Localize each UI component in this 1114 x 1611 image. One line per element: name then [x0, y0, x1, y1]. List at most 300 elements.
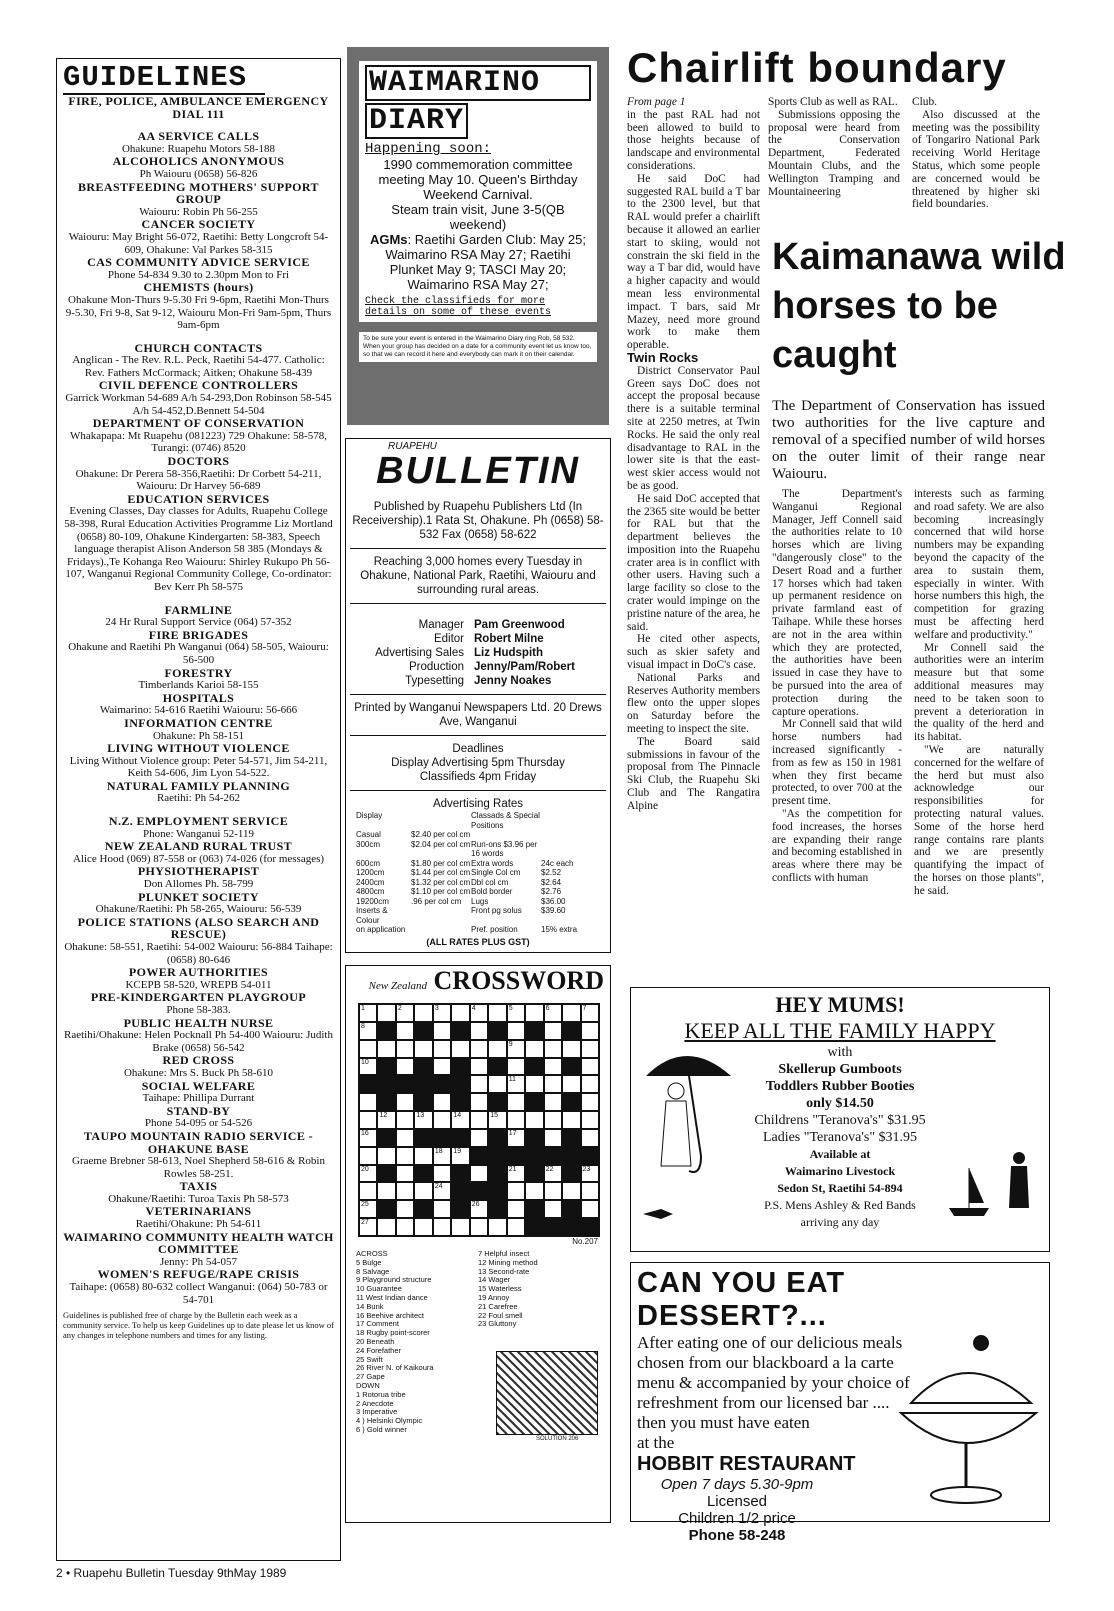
guideline-text: Taihape: Phillipa Durrant: [142, 1092, 255, 1105]
clue: 15 Waterless: [478, 1284, 522, 1294]
dessert-name: HOBBIT RESTAURANT: [637, 1453, 856, 1475]
bulletin-ruapehu: RUAPEHU: [388, 441, 437, 452]
guideline-heading: TAXIS: [179, 1179, 218, 1194]
grid-cell: [544, 1200, 562, 1218]
grid-cell: [359, 1182, 377, 1200]
rate-cell: Dbl col cm: [471, 877, 509, 887]
grid-cell: [451, 1111, 469, 1129]
chairlift-headline: Chairlift boundary: [627, 44, 1007, 91]
bulletin-info-box: [345, 438, 611, 953]
chairlift-paragraph: Club.: [912, 96, 938, 108]
grid-block: [488, 1182, 506, 1200]
rate-cell: [541, 811, 600, 830]
grid-block: [451, 1058, 469, 1076]
mums-l13: arriving any day: [800, 1215, 880, 1229]
grid-block: [451, 1093, 469, 1111]
grid-block: [414, 1129, 432, 1147]
chairlift-col3: [912, 96, 1040, 211]
diary-agms-text: : Raetihi Garden Club: May 25; Waimarino RSA May 27; Raetihi Plunket May 9; TASCI May 20; Waimarino RSA May 27;: [385, 232, 587, 292]
grid-cell: [488, 1004, 506, 1022]
grid-cell: [525, 1111, 543, 1129]
clue: 12 Mining method: [478, 1257, 538, 1267]
divider: [350, 735, 606, 736]
guideline-text: Ohakune Mon-Thurs 9-5.30 Fri 9-6pm, Raetihi Mon-Thurs 9-5.30, Fri 9-8, Sat 9-12, Waiouru Mon-Fri 9am-5pm, Thurs 9am-6pm: [65, 293, 332, 332]
grid-number: 23: [582, 1165, 591, 1173]
dessert-title: CAN YOU EAT DESSERT?...: [637, 1267, 846, 1332]
chairlift-paragraph: Also discussed at the meeting was the possibility of Tongariro National Park receiving World Heritage Status, which some people are concerned would be threatened by higher ski field boundaries.: [912, 108, 1040, 211]
grid-block: [562, 1200, 580, 1218]
deadline-classifieds: Classifieds 4pm Friday: [419, 771, 537, 783]
rate-cell: $1.32 per col cm: [411, 877, 471, 887]
guideline-text: Raetihi/Ohakune: Ph 54-611: [135, 1218, 262, 1231]
mums-l10: Waimarino Livestock: [784, 1164, 896, 1178]
guideline-heading: NATURAL FAMILY PLANNING: [106, 778, 291, 793]
dessert-line: then you must have eaten: [637, 1413, 810, 1432]
staff-name: Jenny/Pam/Robert: [474, 661, 575, 673]
grid-block: [507, 1147, 525, 1165]
grid-cell: [451, 1004, 469, 1022]
mums-l9: Available at: [809, 1147, 871, 1161]
grid-block: [562, 1093, 580, 1111]
grid-cell: [562, 1004, 580, 1022]
diary-agms: [365, 232, 591, 292]
grid-number: 12: [379, 1112, 388, 1120]
guideline-text: Waiouru: May Bright 56-072, Raetihi: Betty Longcroft 54-609, Ohakune: Val Parkes 58-315: [68, 230, 329, 256]
rate-cell: $2.52: [541, 868, 562, 877]
grid-cell: [414, 1182, 432, 1200]
divider: [350, 790, 606, 791]
grid-cell: [396, 1022, 414, 1040]
staff-role: Typesetting: [405, 675, 464, 687]
guideline-text: Alice Hood (069) 87-558 or (063) 74-026 (for messages): [72, 852, 325, 865]
diary-items: 1990 commemoration committee meeting May 10. Queen's Birthday Weekend Carnival.: [378, 157, 578, 202]
down-title: DOWN: [356, 1380, 380, 1390]
guideline-text: Ohakune: Ph 58-151: [152, 729, 245, 742]
guidelines-footnote: Guidelines is published free of charge by the Bulletin each week as a community service. To help us keep Guidelines up to date please let us know of any changes in telephone numbers and times for any listing.: [63, 1310, 334, 1341]
grid-number: 26: [471, 1201, 480, 1209]
grid-block: [525, 1129, 543, 1147]
rate-cell: Extra words: [471, 858, 514, 868]
grid-number: 16: [361, 1129, 369, 1137]
guideline-text: Waiouru: Robin Ph 56-255: [139, 205, 258, 218]
guideline-heading: CAS COMMUNITY ADVICE SERVICE: [87, 255, 310, 270]
grid-number: 8: [361, 1022, 365, 1030]
rate-cell: $39.60: [541, 906, 566, 915]
grid-cell: [470, 1218, 488, 1236]
grid-cell: [359, 1218, 377, 1236]
grid-cell: [470, 1004, 488, 1022]
diary-check: Check the classifieds for more details on some of these events: [365, 296, 552, 318]
grid-block: [525, 1165, 543, 1183]
grid-cell: [562, 1075, 580, 1093]
down-clue: 3 Imperative: [356, 1407, 398, 1417]
grid-cell: [433, 1147, 451, 1165]
staff-role: Editor: [433, 633, 464, 645]
across-clue: 10 Guarantee: [356, 1284, 402, 1294]
grid-block: [377, 1058, 395, 1076]
guideline-heading: WOMEN'S REFUGE/RAPE CRISIS: [97, 1267, 300, 1282]
grid-cell: [377, 1182, 395, 1200]
umbrella-lady-illustration: [641, 1036, 736, 1196]
diary-title-line2: DIARY: [365, 103, 468, 139]
rate-cell: [541, 840, 600, 859]
rates-title: Advertising Rates: [432, 798, 524, 810]
grid-number: 9: [508, 1040, 513, 1048]
grid-cell: [488, 1111, 506, 1129]
guidelines-list: [63, 95, 334, 1306]
grid-cell: [507, 1093, 525, 1111]
chairlift-paragraph: He cited other aspects, such as skier safety and visual impact in DoC's case.: [627, 633, 760, 672]
grid-number: 25: [361, 1201, 369, 1209]
grid-number: 19: [453, 1147, 462, 1155]
rate-cell: [411, 925, 471, 935]
grid-cell: [433, 1040, 451, 1058]
grid-block: [562, 1147, 580, 1165]
guideline-text: Timberlands Karioi 58-155: [138, 679, 259, 692]
rate-cell: 19200cm: [356, 896, 389, 906]
mums-l11: Sedon St, Raetihi 54-894: [777, 1181, 903, 1195]
grid-block: [377, 1200, 395, 1218]
grid-cell: [562, 1182, 580, 1200]
dessert-line: menu & accompanied by your choice of: [637, 1373, 910, 1392]
grid-cell: [377, 1218, 395, 1236]
bulletin-reach: Reaching 3,000 homes every Tuesday in Ohakune, National Park, Raetihi, Waiouru and surrounding rural areas.: [360, 556, 596, 596]
guideline-heading: SOCIAL WELFARE: [141, 1078, 256, 1093]
grid-block: [377, 1093, 395, 1111]
dessert-children: Children 1/2 price: [678, 1510, 796, 1527]
grid-number: 11: [508, 1076, 516, 1084]
mums-l4: Skellerup Gumboots: [778, 1062, 902, 1077]
kaimanawa-paragraph: "We are naturally concerned for the welfare of the herd but must also acknowledge our responsibilities for protecting natural values. Some of the horse herd range contains rare plants and we are presently quantifying the impact of the horses on those plants", he said.: [914, 743, 1044, 897]
page-footer: 2 • Ruapehu Bulletin Tuesday 9thMay 1989: [56, 1566, 287, 1580]
grid-number: 7: [582, 1005, 587, 1012]
grid-cell: [433, 1004, 451, 1022]
grid-cell: [433, 1165, 451, 1183]
rate-cell: [411, 811, 471, 830]
dessert-line: After eating one of our delicious meals: [637, 1333, 903, 1352]
guideline-text: Graeme Brebner 58-613, Noel Shepherd 58-616 & Robin Rowles 58-251.: [72, 1155, 325, 1180]
down-list: [356, 1391, 478, 1435]
rate-cell: Lugs: [471, 896, 489, 906]
grid-block: [470, 1182, 488, 1200]
rate-cell: Display: [356, 811, 383, 820]
guideline-text: Ohakune: Mrs S. Buck Ph 58-610: [123, 1066, 274, 1079]
rate-cell: 15% extra: [541, 925, 578, 934]
guideline-text: Phone 54-095 or 54-526: [144, 1117, 253, 1130]
grid-cell: [525, 1075, 543, 1093]
guideline-heading: FIRE BRIGADES: [148, 627, 249, 642]
mums-l12: P.S. Mens Ashley & Red Bands: [764, 1198, 916, 1212]
deadline-display: Display Advertising 5pm Thursday: [391, 757, 565, 769]
guideline-heading: ALCOHOLICS ANONYMOUS: [112, 154, 285, 169]
rate-cell: Casual: [356, 830, 381, 839]
across-clue: 16 Beehive architect: [356, 1310, 424, 1320]
staff-name: Pam Greenwood: [474, 619, 565, 631]
grid-cell: [396, 1040, 414, 1058]
rate-cell: 2400cm: [356, 877, 385, 887]
grid-cell: [507, 1218, 525, 1236]
across-clue: 14 Bunk: [356, 1301, 384, 1311]
rate-cell: $1.80 per col cm: [411, 858, 471, 868]
grid-cell: [433, 1182, 451, 1200]
guideline-text: Living Without Violence group: Peter 54-571, Jim 54-211, Keith 54-606, Jim Lyon 54-522.: [69, 754, 328, 780]
grid-cell: [470, 1075, 488, 1093]
deadlines-title: Deadlines: [452, 743, 504, 755]
grid-number: 20: [361, 1165, 369, 1173]
guideline-heading: HOSPITALS: [162, 690, 235, 705]
guideline-heading: PRE-KINDERGARTEN PLAYGROUP: [90, 990, 307, 1005]
grid-cell: [544, 1129, 562, 1147]
grid-cell: [359, 1200, 377, 1218]
across-clue: 11 West Indian dance: [356, 1292, 428, 1302]
grid-block: [562, 1218, 580, 1236]
dessert-line: refreshment from our licensed bar ....: [637, 1393, 890, 1412]
diary-agms-label: AGMs: [369, 232, 408, 247]
grid-cell: [562, 1111, 580, 1129]
guideline-heading: STAND-BY: [166, 1103, 231, 1118]
crossword-banner: New Zealand: [368, 980, 428, 992]
crossword-grid: [358, 1003, 600, 1237]
kaimanawa-paragraph: "As the competition for food increases, the horses are expanding their range and becoming established in areas where there may be conflicts with human: [772, 807, 902, 884]
grid-cell: [562, 1040, 580, 1058]
dessert-phone: Phone 58-248: [688, 1527, 786, 1544]
rate-cell: 24c each: [541, 858, 574, 868]
chairlift-paragraph: The Board said submissions in favour of the proposal from The Pinnacle Ski Club, the Ruapehu Ski Club and The Rangatira Alpine: [627, 735, 760, 812]
across-clue: 18 Rugby point-scorer: [356, 1328, 430, 1338]
grid-cell: [377, 1111, 395, 1129]
grid-cell: [377, 1004, 395, 1022]
grid-cell: [581, 1129, 599, 1147]
staff-role: Advertising Sales: [375, 647, 464, 659]
grid-cell: [581, 1200, 599, 1218]
kaimanawa-paragraph: Mr Connell said that wild horse numbers had increased significantly - from as few as 150 in 1981 when they first became protected, to over 700 at the present time.: [772, 718, 902, 808]
grid-block: [488, 1022, 506, 1040]
guideline-heading: N.Z. EMPLOYMENT SERVICE: [108, 814, 289, 829]
clue: 19 Annoy: [478, 1292, 510, 1302]
mums-l6: only $14.50: [806, 1096, 874, 1111]
diary-steam: Steam train visit, June 3-5(QB weekend): [391, 202, 565, 232]
grid-number: 24: [434, 1183, 443, 1191]
grid-block: [488, 1058, 506, 1076]
grid-block: [377, 1165, 395, 1183]
grid-block: [451, 1200, 469, 1218]
down-clue: 1 Rotorua tribe: [356, 1389, 406, 1399]
grid-cell: [359, 1004, 377, 1022]
grid-cell: [396, 1147, 414, 1165]
sundae-illustration: [891, 1323, 1041, 1513]
grid-cell: [544, 1075, 562, 1093]
mums-l7: Childrens "Teranova's" $31.95: [754, 1113, 926, 1128]
grid-cell: [544, 1182, 562, 1200]
guideline-heading: PLUNKET SOCIETY: [138, 889, 259, 904]
grid-cell: [507, 1040, 525, 1058]
dessert-ad: [630, 1262, 1050, 1544]
kaimanawa-headline: Kaimanawa wild horses to be caught: [772, 236, 1066, 376]
guideline-heading: FORESTRY: [164, 665, 233, 680]
rate-cell: $2.40 per col cm: [411, 830, 471, 839]
grid-block: [525, 1218, 543, 1236]
grid-cell: [544, 1093, 562, 1111]
down-clue: 2 Anecdote: [356, 1398, 394, 1408]
chairlift-paragraph: in the past RAL had not been allowed to build to those heights because of landscape and environmental considerations.: [627, 108, 760, 172]
kaimanawa-col1: [772, 488, 902, 885]
grid-cell: [470, 1058, 488, 1076]
grid-block: [488, 1129, 506, 1147]
rate-cell: Inserts & Colour: [356, 906, 388, 925]
rate-cell: 4800cm: [356, 887, 385, 896]
grid-block: [377, 1129, 395, 1147]
diary-inner: [359, 61, 597, 322]
mums-l2: KEEP ALL THE FAMILY HAPPY: [684, 1018, 996, 1043]
grid-cell: [433, 1022, 451, 1040]
grid-block: [414, 1022, 432, 1040]
grid-cell: [377, 1040, 395, 1058]
grid-block: [433, 1129, 451, 1147]
crossword-box: [345, 965, 611, 1523]
grid-cell: [433, 1111, 451, 1129]
across-clue: 17 Comment: [356, 1319, 399, 1329]
grid-block: [544, 1218, 562, 1236]
grid-block: [525, 1093, 543, 1111]
grid-cell: [359, 1040, 377, 1058]
grid-cell: [470, 1165, 488, 1183]
grid-block: [433, 1075, 451, 1093]
guideline-heading: POLICE STATIONS (ALSO SEARCH AND RESCUE): [77, 914, 320, 942]
across-clue: 9 Playground structure: [356, 1275, 432, 1285]
rate-cell: 1200cm: [356, 868, 385, 877]
chairlift-from: From page 1: [627, 96, 686, 108]
guideline-heading: AA SERVICE CALLS: [137, 129, 260, 144]
chairlift-col1: [627, 96, 760, 813]
rate-cell: 600cm: [356, 858, 381, 868]
grid-cell: [414, 1040, 432, 1058]
grid-block: [525, 1147, 543, 1165]
guideline-text: Ph Waiouru (0658) 56-826: [139, 167, 258, 180]
grid-number: 4: [471, 1005, 476, 1012]
guideline-text: Ohakune: 58-551, Raetihi: 54-002 Waiouru: 56-884 Taihape: (0658) 80-646: [64, 941, 333, 966]
waimarino-diary: [347, 47, 609, 425]
across-clue: 25 Swift: [356, 1354, 383, 1364]
grid-cell: [433, 1058, 451, 1076]
grid-cell: [581, 1040, 599, 1058]
guideline-text: Ohakune: Ruapehu Motors 58-188: [121, 142, 276, 155]
chairlift-paragraph: District Conservator Paul Green says DoC does not accept the proposal because there is a suitable terminal site at 2250 metres, at Twin Rocks. He said the only real disadvantage to RAL in the lower site is that the east-west skier access would not be as good.: [627, 364, 760, 492]
grid-number: 27: [361, 1219, 369, 1227]
grid-number: 2: [397, 1005, 402, 1012]
guideline-heading: FARMLINE: [164, 602, 233, 617]
grid-cell: [581, 1093, 599, 1111]
grid-cell: [470, 1200, 488, 1218]
guideline-text: KCEPB 58-520, WREPB 54-011: [125, 978, 272, 991]
grid-block: [451, 1075, 469, 1093]
bulletin-staff: [346, 618, 610, 688]
rate-cell: [541, 830, 600, 840]
grid-cell: [396, 1165, 414, 1183]
grid-cell: [414, 1004, 432, 1022]
guidelines-column: [56, 58, 341, 1561]
mums-l5: Toddlers Rubber Booties: [765, 1079, 915, 1094]
grid-block: [488, 1165, 506, 1183]
guideline-text: Raetihi: Ph 54-262: [156, 792, 241, 805]
guideline-text: Evening Classes, Day classes for Adults, Ruapehu College 58-398, Rural Education Activities Programme Liz Mortland (0658) 80-109, Ohakune Kindergarten: 58-383, Speech language therapist Alison Anderson 58 385 (Mondays & Fridays).,Te Kohanga Reo Waiouru: Shirley Rukupo Ph 56-107, Wanganui Regional Community College, Co-ordinator: Bev Kerr Ph 58-575: [64, 505, 333, 593]
grid-cell: [451, 1147, 469, 1165]
clue: 23 Gluttony: [478, 1319, 517, 1329]
grid-block: [451, 1165, 469, 1183]
grid-cell: [581, 1022, 599, 1040]
grid-cell: [544, 1111, 562, 1129]
grid-cell: [525, 1040, 543, 1058]
across-clue: 20 Beneath: [356, 1336, 395, 1346]
across-clue: 26 River N. of Kaikoura: [356, 1363, 434, 1373]
dessert-line: at the: [637, 1433, 675, 1452]
guideline-heading: PUBLIC HEALTH NURSE: [123, 1015, 274, 1030]
guideline-text: Ohakune/Raetihi: Turoa Taxis Ph 58-573: [108, 1192, 289, 1205]
kaimanawa-paragraph: The Department's Wanganui Regional Manager, Jeff Connell said the authorities relate to 10 horses which are living "dangerously close" to the Desert Road and a further 17 horses which had taken up permanent residence on private farmland east of Taihape. While these horses are not in the area within which they are protected, the authorities have been issued in case they have to be pursued into the area of protection during the capture operations.: [772, 488, 902, 718]
guideline-heading: PHYSIOTHERAPIST: [137, 864, 260, 879]
grid-cell: [359, 1058, 377, 1076]
grid-cell: [396, 1200, 414, 1218]
across-title: ACROSS: [356, 1249, 388, 1258]
chairlift-col1b-paras: [627, 365, 760, 813]
grid-block: [359, 1075, 377, 1093]
chairlift-paragraph: National Parks and Reserves Authority members flew onto the upper slopes on Saturday before the meeting to inspect the site.: [627, 671, 760, 736]
grid-block: [525, 1200, 543, 1218]
guideline-text: Whakapapa: Mt Ruapehu (081223) 729 Ohakune: 58-578, Turangi: (0746) 8520: [70, 429, 327, 455]
guidelines-title: GUIDELINES: [63, 63, 265, 95]
guideline-heading: BREASTFEEDING MOTHERS' SUPPORT GROUP: [78, 179, 319, 207]
grid-block: [581, 1218, 599, 1236]
grid-block: [451, 1022, 469, 1040]
dessert-line: chosen from our blackboard a la carte: [637, 1353, 894, 1372]
grid-cell: [544, 1058, 562, 1076]
grid-block: [562, 1022, 580, 1040]
mums-l8: Ladies "Teranova's" $31.95: [762, 1130, 918, 1145]
grid-number: 1: [361, 1005, 365, 1012]
rate-cell: $36.00: [541, 896, 566, 906]
grid-number: 14: [453, 1112, 462, 1120]
guideline-text: Taihape: (0658) 80-632 collect Wanganui: (064) 50-783 or 54-701: [69, 1281, 328, 1306]
grid-cell: [488, 1075, 506, 1093]
guideline-heading: CANCER SOCIETY: [141, 217, 256, 232]
bulletin-logo: BULLETIN: [376, 450, 580, 492]
grid-cell: [470, 1129, 488, 1147]
grid-block: [451, 1129, 469, 1147]
grid-cell: [581, 1004, 599, 1022]
grid-block: [488, 1147, 506, 1165]
guideline-heading: TAUPO MOUNTAIN RADIO SERVICE - OHAKUNE BASE: [83, 1128, 314, 1156]
grid-block: [414, 1093, 432, 1111]
rate-cell: [471, 830, 541, 840]
grid-block: [562, 1058, 580, 1076]
dessert-licensed: Licensed: [706, 1493, 768, 1510]
grid-cell: [396, 1218, 414, 1236]
grid-cell: [359, 1093, 377, 1111]
mums-l3: with: [827, 1045, 853, 1060]
across-clue: 8 Salvage: [356, 1266, 390, 1276]
grid-cell: [507, 1022, 525, 1040]
guideline-heading: DEPARTMENT OF CONSERVATION: [92, 416, 305, 431]
across-clue: 5 Bulge: [356, 1257, 382, 1267]
rate-cell: Single Col cm: [471, 868, 521, 877]
guideline-text: Ohakune/Raetihi: Ph 58-265, Waiouru: 56-539: [95, 903, 302, 916]
bulletin-published: Published by Ruapehu Publishers Ltd (In Receivership).1 Rata St, Ohakune. Ph (0658) 58-532 Fax (0658) 58-622: [352, 501, 604, 541]
grid-cell: [581, 1182, 599, 1200]
grid-cell: [507, 1004, 525, 1022]
grid-block: [396, 1075, 414, 1093]
grid-block: [562, 1165, 580, 1183]
kaimanawa-paragraph: Mr Connell said the authorities were an interim measure but that some additional measures may need to be taken soon to prevent a deterioration in the quality of the herd and its habitat.: [914, 641, 1044, 744]
mums-l1: HEY MUMS!: [775, 992, 905, 1017]
